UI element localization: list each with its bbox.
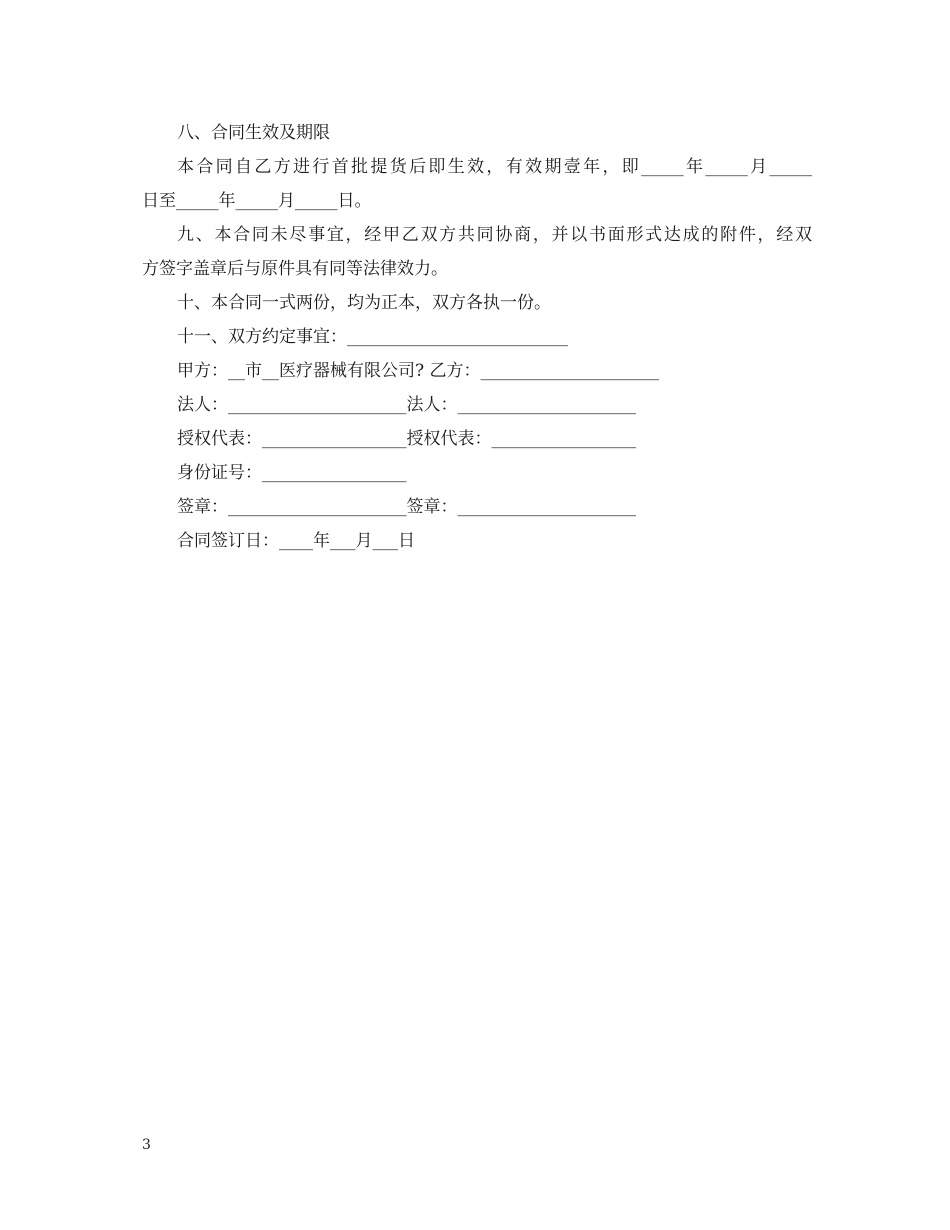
legal-person-line: 法人：_____________________法人：_____________________ — [177, 395, 636, 415]
contract-body — [142, 116, 812, 558]
signing-date-line: 合同签订日：____年___月___日 — [177, 531, 415, 551]
section-9-text-line-2: 方签字盖章后与原件具有同等法律效力。 — [142, 259, 448, 279]
section-8-text-line-2: 日至_____年_____月_____日。 — [142, 191, 372, 211]
id-number-line: 身份证号：_________________ — [177, 463, 407, 483]
section-9-text-line-1: 九、本合同未尽事宜，经甲乙双方共同协商，并以书面形式达成的附件，经双 — [177, 225, 812, 245]
authorized-rep-line: 授权代表：_________________授权代表：_________________ — [177, 429, 636, 449]
page-number: 3 — [142, 1137, 151, 1153]
section-8-heading: 八、合同生效及期限 — [177, 123, 330, 143]
section-8-text-line-1: 本合同自乙方进行首批提货后即生效，有效期壹年，即_____年_____月_____ — [177, 157, 812, 177]
party-line: 甲方：__市__医疗器械有限公司? 乙方：_____________________ — [177, 361, 660, 381]
signature-line: 签章：_____________________签章：_____________________ — [177, 497, 636, 517]
section-10-text: 十、本合同一式两份，均为正本，双方各执一份。 — [177, 293, 551, 313]
section-11-text: 十一、双方约定事宜：__________________________ — [177, 327, 568, 347]
